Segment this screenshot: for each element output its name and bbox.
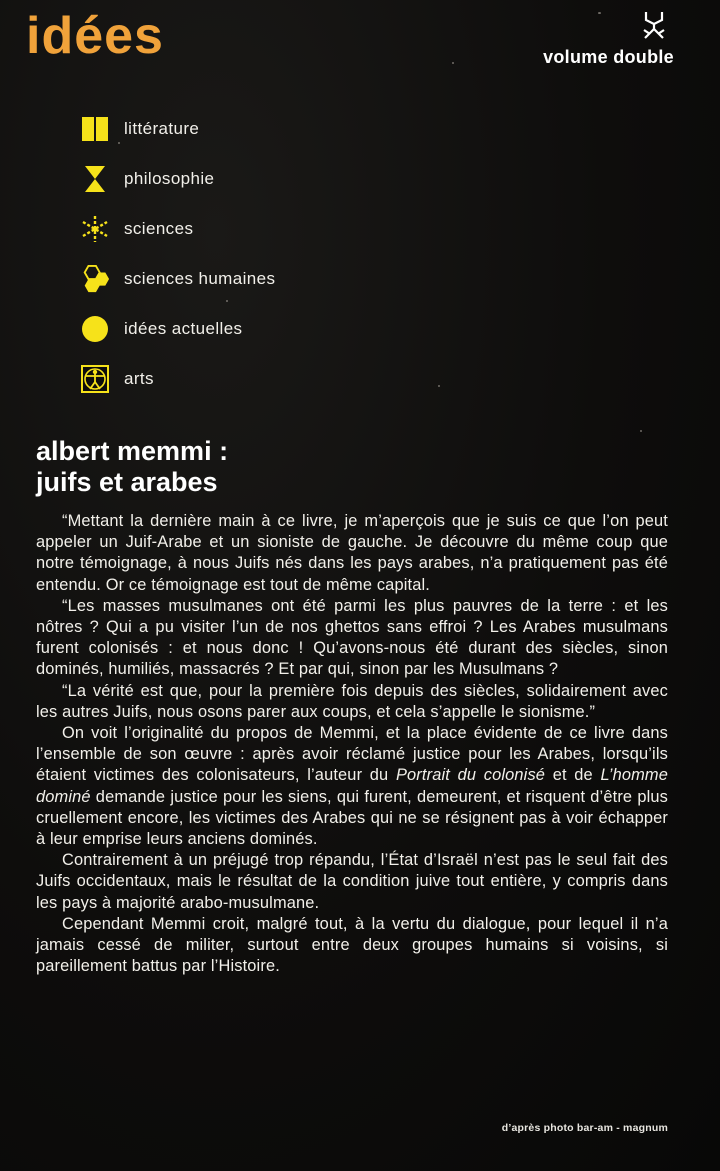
print-speck bbox=[226, 300, 228, 302]
category-label: arts bbox=[124, 369, 154, 388]
circle-icon bbox=[80, 314, 110, 344]
hexagons-icon bbox=[80, 264, 110, 294]
category-label: littérature bbox=[124, 119, 200, 138]
blurb-paragraph-6: Cependant Memmi croit, malgré tout, à la vertu du dialogue, pour lequel il n’a jamais cessé de militer, surtout entre deux groupes humains si voisins, si pareillement battus par l’Histoire. bbox=[36, 914, 668, 976]
category-idees-actuelles bbox=[80, 304, 275, 354]
book-title-author: albert memmi : bbox=[36, 436, 229, 466]
category-sciences bbox=[80, 204, 275, 254]
category-philosophie bbox=[80, 154, 275, 204]
category-sciences-humaines bbox=[80, 254, 275, 304]
category-label: sciences bbox=[124, 219, 194, 238]
category-label: idées actuelles bbox=[124, 319, 243, 338]
blurb-paragraph-5: Contrairement à un préjugé trop répandu, l’État d’Israël n’est pas le seul fait des Juifs occidentaux, mais le résultat de la condition juive tout entière, y compris dans les pays à majorité arabo-musulmane. bbox=[36, 851, 668, 912]
category-arts bbox=[80, 354, 275, 404]
book-title bbox=[36, 436, 228, 498]
series-title: idées bbox=[26, 7, 164, 65]
photo-credit: d’après photo bar-am - magnum bbox=[501, 1122, 668, 1134]
print-speck bbox=[640, 430, 642, 432]
blurb-p4-part-c: demande justice pour les siens, qui furent, demeurent, et risquent d’être plus cruellement encore, les victimes des Arabes qui ne se résignent pas à voir échapper à leur emprise leurs anciens dominés. bbox=[36, 787, 668, 849]
book-title-name: juifs et arabes bbox=[36, 467, 218, 497]
category-litterature bbox=[80, 104, 275, 154]
blurb-p4-part-a: On voit l’originalité du propos de Memmi, et la place évidente de ce livre dans l’ensemble de son œuvre : après avoir réclamé justice pour les Arabes, lorsqu’ils étaient victimes des colonisateurs, l’auteur du bbox=[36, 724, 668, 785]
volume-double-label: volume double bbox=[543, 47, 674, 67]
blurb-paragraph-3: “La vérité est que, pour la première fois depuis des siècles, solidairement avec les autres Juifs, nous osons parer aux coups, et cela s’appelle le sionisme.” bbox=[36, 681, 668, 721]
vitruvian-icon bbox=[80, 364, 110, 394]
print-speck bbox=[598, 12, 601, 14]
publisher-logo-icon bbox=[641, 10, 667, 40]
blurb-paragraph-4 bbox=[36, 723, 668, 850]
work-title-homme-domine: L’homme dominé bbox=[36, 766, 668, 806]
work-title-portrait: Portrait du colonisé bbox=[395, 766, 546, 785]
print-speck bbox=[118, 142, 120, 144]
blurb bbox=[36, 511, 668, 977]
category-list bbox=[80, 104, 275, 404]
category-label: philosophie bbox=[124, 169, 215, 188]
book-icon bbox=[80, 114, 110, 144]
asterisk-icon bbox=[80, 214, 110, 244]
print-speck bbox=[452, 62, 454, 64]
hourglass-icon bbox=[80, 164, 110, 194]
category-label: sciences humaines bbox=[124, 269, 276, 288]
blurb-paragraph-2: “Les masses musulmanes ont été parmi les plus pauvres de la terre : et les nôtres ? Qui a pu visiter l’un de nos ghettos sans effroi ? Les Arabes musulmans furent colonisés : et nous donc ! Qu’avons-nous été durant des siècles, sinon dominés, humiliés, massacrés ? Et par qui, sinon par les Musulmans ? bbox=[36, 596, 668, 679]
print-speck bbox=[438, 385, 440, 387]
blurb-paragraph-1: “Mettant la dernière main à ce livre, je m’aperçois que je suis ce que l’on peut appeler un Juif-Arabe et un sioniste de gauche. Je découvre du même coup que notre témoignage, à nous Juifs nés dans les pays arabes, n’a pratiquement pas été entendu. Or ce témoignage est tout de même capital. bbox=[36, 512, 668, 594]
blurb-p4-part-b: et de bbox=[545, 766, 601, 785]
